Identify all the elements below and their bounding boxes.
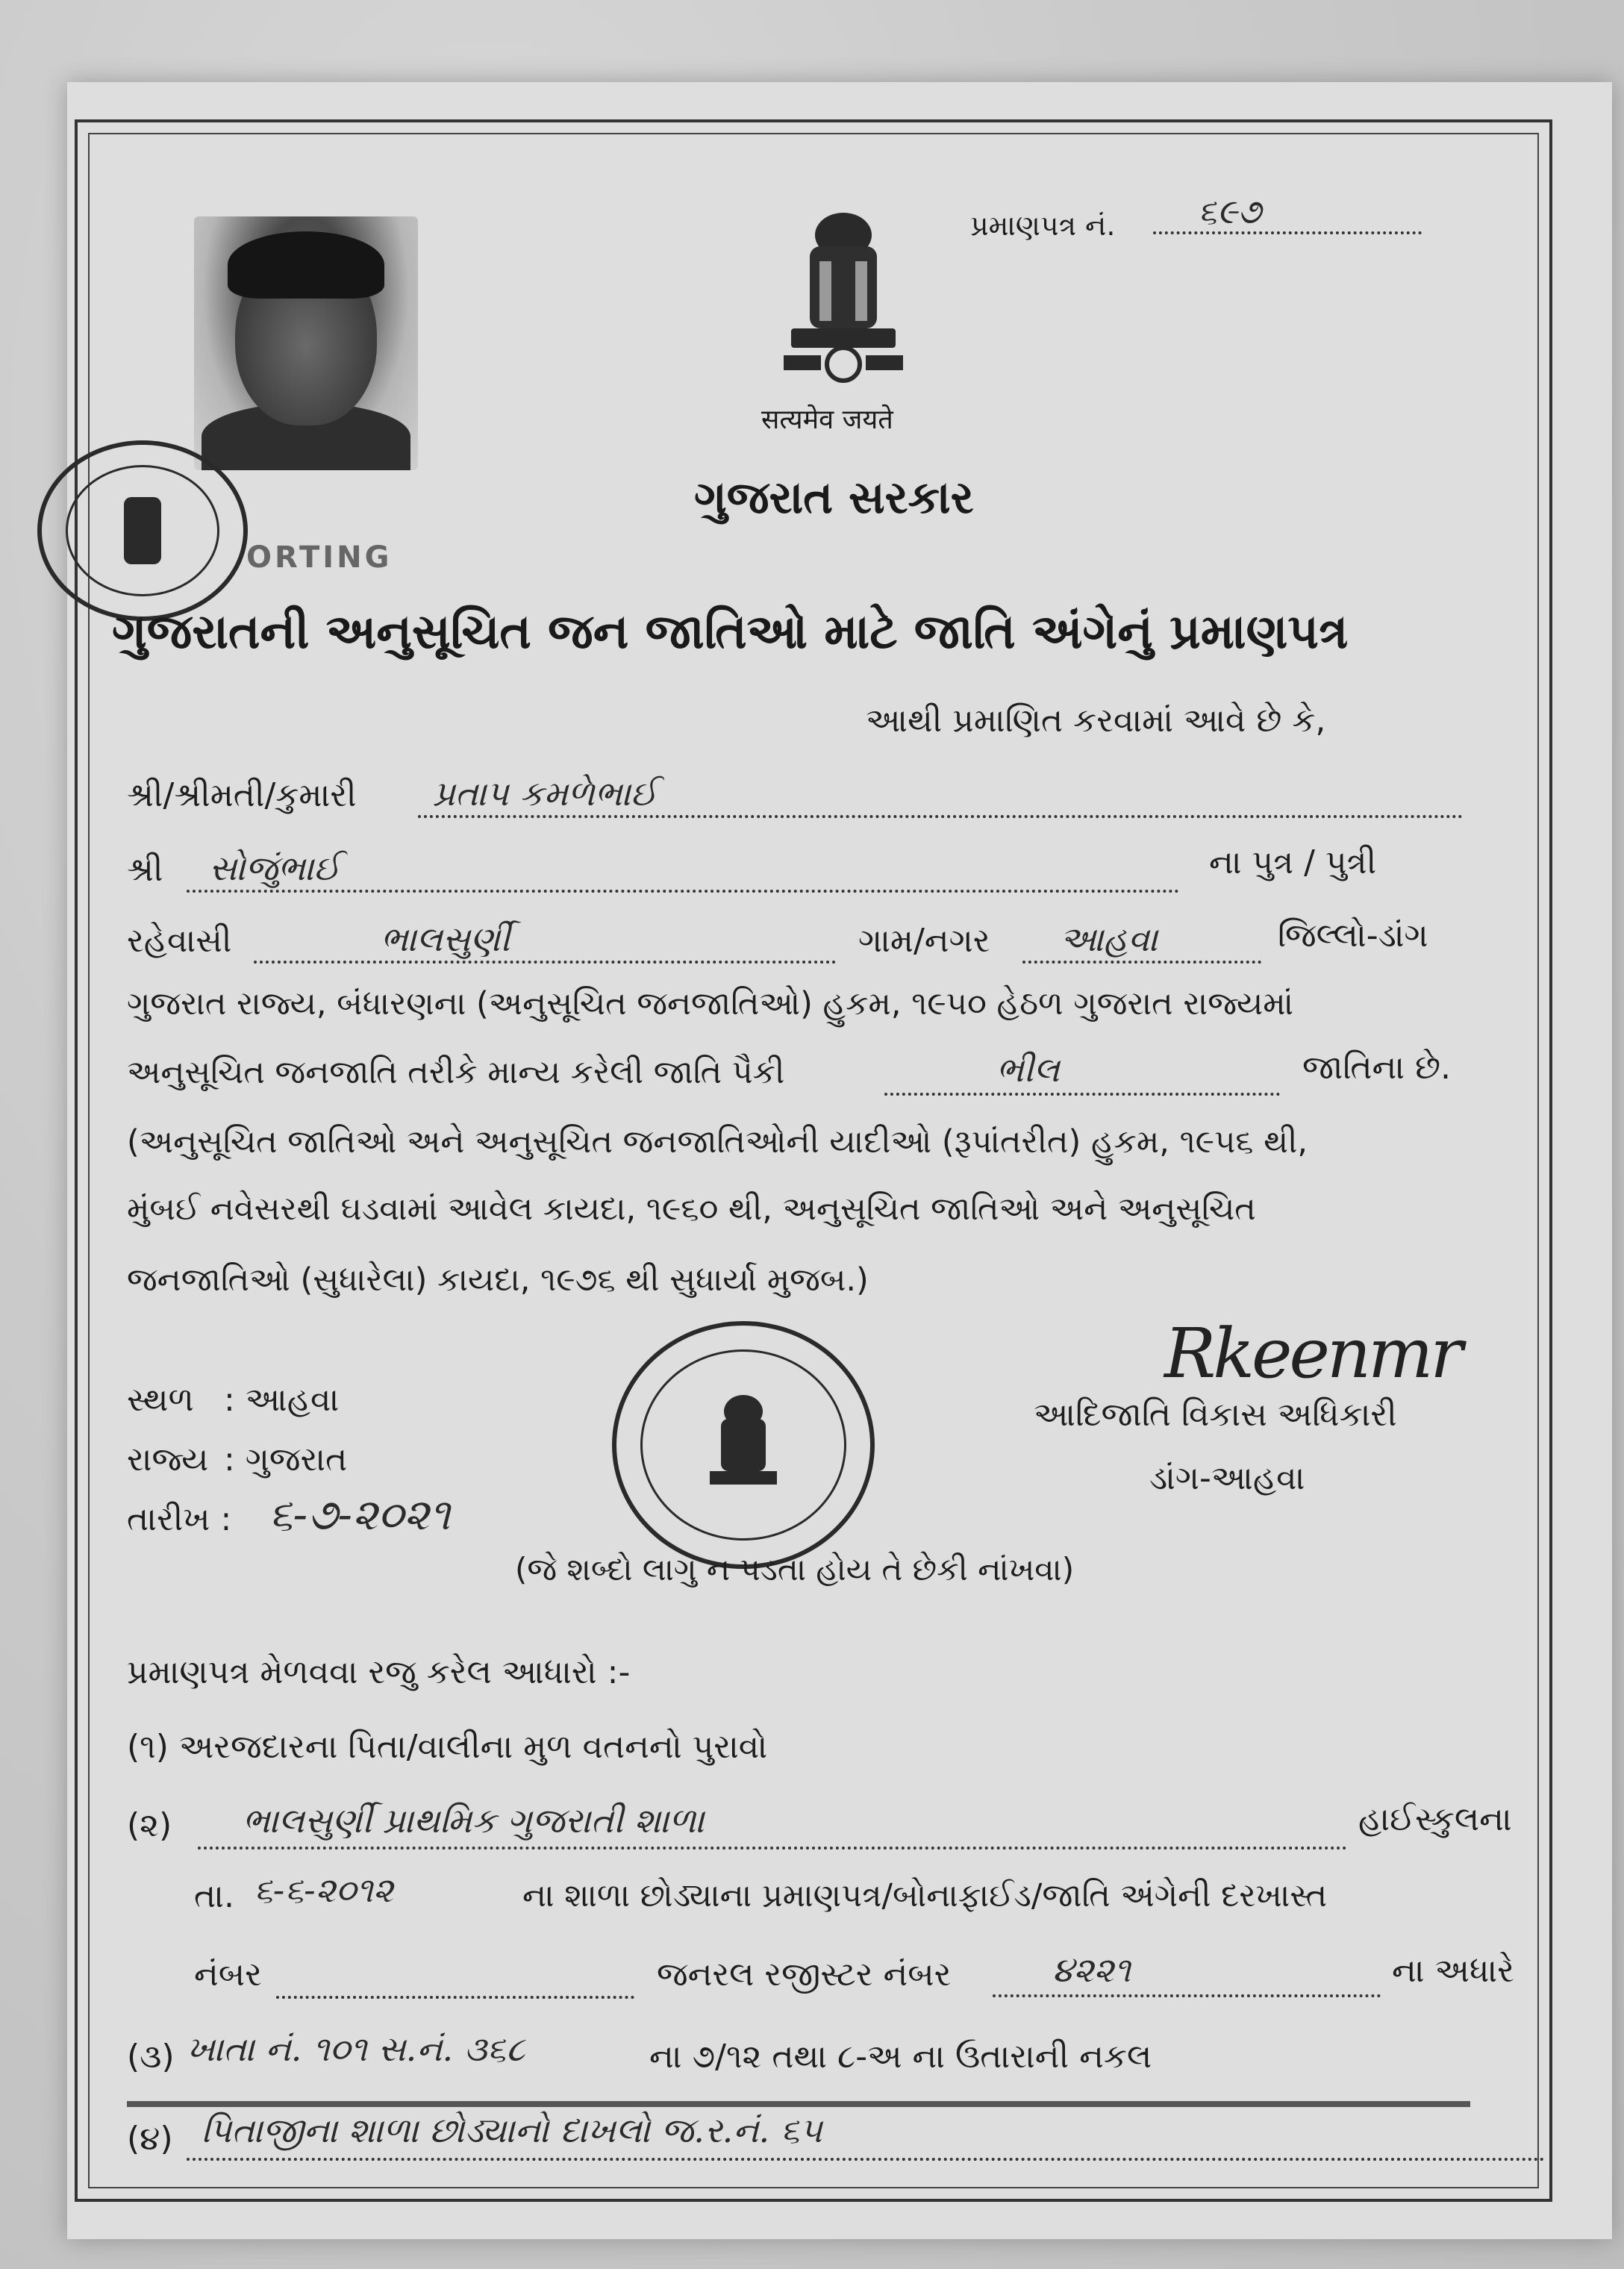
caste-line-post: જાતિના છે. (1302, 1049, 1452, 1087)
ground-item-4-line (187, 2110, 1545, 2161)
son-daughter-text: ના પુત્ર / પુત્રી (1209, 843, 1377, 881)
ground-item-4-value: પિતાજીના શાળા છોડ્યાનો દાખલો જ.ર.નં. ૬૫ (202, 2110, 822, 2150)
ground-item-3-value: ખાતા નં. ૧૦૧ સ.નં. ૩૬૮ (187, 2029, 525, 2069)
top-stamp (37, 440, 248, 621)
name-line (418, 773, 1463, 818)
office-name: ડાંગ-આહવા (1149, 1459, 1305, 1497)
village-value: આહવા (1060, 919, 1158, 959)
date-label: તારીખ : (127, 1500, 232, 1538)
ground-item-2c-value-line (993, 1950, 1381, 1997)
state-label: રાજ્ય (127, 1441, 209, 1479)
caste-line-pre: અનુસૂચિત જનજાતિ તરીકે માન્ય કરેલી જાતિ પૈકી (127, 1054, 785, 1091)
ground-item-3-text: ના ૭/૧૨ તથા ૮-અ ના ઉતારાની નકલ (649, 2038, 1152, 2076)
ground-item-2b-text: ના શાળા છોડ્યાના પ્રમાણપત્ર/બોનાફાઈડ/જાતિ અંગેની દરખાસ્ત (522, 1877, 1328, 1914)
resident-label: રહેવાસી (127, 922, 232, 960)
place-label: સ્થળ (127, 1381, 194, 1419)
ground-item-2c-mid: જનરલ રજીસ્ટર નંબર (657, 1956, 952, 1994)
officer-title: આદિજાતિ વિકાસ અધિકારી (1034, 1396, 1397, 1434)
government-name: ગુજરાત સરકાર (694, 472, 974, 524)
parent-value: સોજુંભાઈ (209, 848, 340, 888)
act-line-1960: મુંબઈ નવેસરથી ઘડવામાં આવેલ કાયદા, ૧૯૬૦ થી, અનુસૂચિત જાતિઓ અને અનુસૂચિત (127, 1190, 1256, 1228)
ground-item-4-prefix: (૪) (127, 2120, 173, 2158)
act-line-1976: જનજાતિઓ (સુધારેલા) કાયદા, ૧૯૭૬ થી સુધાર્યા મુજબ.) (127, 1261, 869, 1299)
officer-signature: Rkeenmr (1164, 1314, 1461, 1393)
certificate-number-label: પ્રમાણપત્ર નં. (970, 209, 1116, 242)
ground-item-2b-date: ૬-૬-૨૦૧૨ (254, 1870, 393, 1910)
stamp-partial-text: ORTING (246, 540, 393, 575)
resident-line (254, 919, 836, 964)
ground-item-2-suffix: હાઈસ્કુલના (1358, 1800, 1512, 1838)
caste-line (884, 1049, 1280, 1096)
ground-item-2c-line (276, 1957, 634, 1999)
grounds-heading: પ્રમાણપત્ર મેળવવા રજુ કરેલ આધારો :- (127, 1653, 631, 1691)
date-value: ૬-૭-૨૦૨૧ (269, 1489, 451, 1540)
certificate-title: ગુજરાતની અનુસૂચિત જન જાતિઓ માટે જાતિ અંગેનું પ્રમાણપત્ર (112, 605, 1349, 660)
name-value: પ્રતાપ કમળેભાઈ (433, 773, 658, 814)
village-line (1022, 919, 1261, 964)
village-label: ગામ/નગર (858, 922, 990, 960)
ground-item-2b-prefix: તા. (194, 1877, 234, 1915)
certificate-number-value: ૬૯૭ (1153, 196, 1422, 234)
parent-line (187, 848, 1179, 893)
resident-value: ભાલસુર્ણી (381, 919, 510, 959)
ground-item-2c-label: નંબર (194, 1956, 262, 1994)
ground-item-2c-suffix: ના અધારે (1392, 1952, 1514, 1990)
ground-item-1: (૧) અરજદારના પિતા/વાલીના મુળ વતનનો પુરાવો (127, 1728, 768, 1766)
ground-item-2-prefix: (૨) (127, 1806, 172, 1844)
emblem-motto: सत्यमेव जयते (761, 405, 893, 435)
ground-item-2c-value: ૪૨૨૧ (1052, 1950, 1131, 1990)
state-value: : ગુજરાત (224, 1441, 348, 1479)
intro-text: આથી પ્રમાણિત કરવામાં આવે છે કે, (866, 702, 1326, 740)
place-value: : આહવા (224, 1381, 340, 1419)
name-label: શ્રી/શ્રીમતી/કુમારી (127, 776, 357, 814)
ground-item-2-value: ભાલસુર્ણી પ્રાથમિક ગુજરાતી શાળા (243, 1800, 705, 1841)
order-line-1956: (અનુસૂચિત જાતિઓ અને અનુસૂચિત જનજાતિઓની યાદીઓ (રૂપાંતરીત) હુકમ, ૧૯૫૬ થી, (127, 1123, 1308, 1161)
parent-label: શ્રી (127, 851, 163, 889)
strike-through-line (127, 2101, 1470, 2107)
ground-item-2-line (198, 1800, 1347, 1850)
district-label: જિલ્લો-ડાંગ (1278, 917, 1428, 955)
ground-item-3-prefix: (૩) (127, 2038, 175, 2076)
applicant-photo (194, 216, 418, 470)
caste-value: ભીલ (996, 1049, 1060, 1090)
ashoka-emblem-icon (769, 202, 918, 396)
constitution-line: ગુજરાત રાજ્ય, બંધારણના (અનુસૂચિત જનજાતિઓ) હુકમ, ૧૯૫૦ હેઠળ ગુજરાત રાજ્યમાં (127, 985, 1294, 1023)
strike-note: (જે શબ્દો લાગુ ન પડતા હોય તે છેકી નાંખવા) (515, 1551, 1075, 1588)
